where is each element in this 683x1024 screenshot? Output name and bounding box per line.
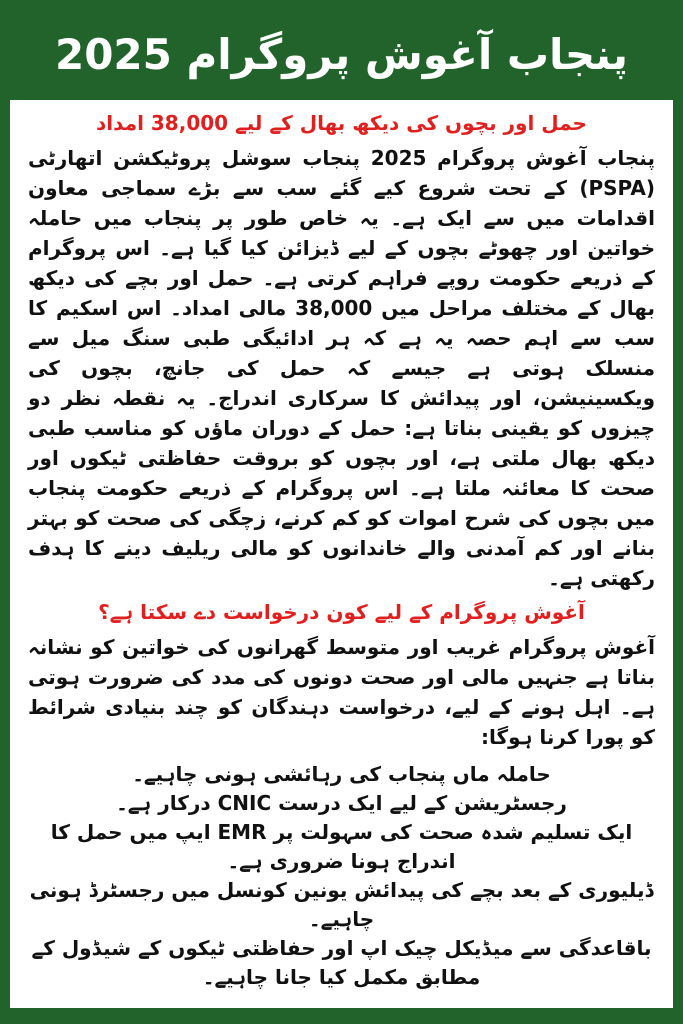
poster-title: پنجاب آغوش پروگرام 2025: [54, 30, 629, 79]
requirement-item-4: ڈیلیوری کے بعد بچے کی پیدائش یونین کونسل میں رجسٹرڈ ہونی چاہیے۔: [29, 878, 654, 931]
requirement-item-1: حاملہ ماں پنجاب کی رہائشی ہونی چاہیے۔: [132, 762, 551, 786]
section-1-paragraph: پنجاب آغوش پروگرام 2025 پنجاب سوشل پروٹیکشن اتھارٹی (PSPA) کے تحت شروع کیے گئے سب سے بڑے سماجی معاون اقدامات میں سے ایک ہے۔ یہ خاص طور پر پنجاب میں حاملہ خواتین اور چھوٹے بچوں کے لیے ڈیزائن کیا گیا ہے۔ اس پروگرام کے ذریعے حکومت روپے فراہم کرتی ہے۔ حمل اور بچے کی دیکھ بھال کے مختلف مراحل میں 38,000 مالی امداد۔ اس اسکیم کا سب سے اہم حصہ یہ ہے کہ ہر ادائیگی طبی سنگ میل سے منسلک ہوتی ہے جیسے کہ حمل کی جانچ، بچوں کی ویکسینیشن، اور پیدائش کا سرکاری اندراج۔ یہ نقطہ نظر دو چیزوں کو یقینی بناتا ہے: حمل کے دوران ماؤں کو مناسب طبی دیکھ بھال ملتی ہے، اور بچوں کو بروقت حفاظتی ٹیکوں اور صحت کا معائنہ ملتا ہے۔ اس پروگرام کے ذریعے حکومت پنجاب میں بچوں کی شرح اموات کو کم کرنے، زچگی کی صحت کو بہتر بنانے اور کم آمدنی والے خاندانوں کو مالی ریلیف دینے کا ہدف رکھتی ہے۔: [28, 146, 655, 590]
section-2-paragraph: آغوش پروگرام غریب اور متوسط گھرانوں کی خواتین کو نشانہ بناتا ہے جنہیں مالی اور صحت دونوں کی مدد کی ضرورت ہوتی ہے۔ اہل ہونے کے لیے، درخواست دہندگان کو چند بنیادی شرائط کو پورا کرنا ہوگا:: [28, 635, 655, 749]
content-panel: [10, 100, 673, 1008]
article: [28, 112, 655, 992]
section-1-heading: حمل اور بچوں کی دیکھ بھال کے لیے 38,000 امداد: [96, 111, 587, 135]
requirement-item-3: ایک تسلیم شدہ صحت کی سہولت پر EMR ایپ میں حمل کا اندراج ہونا ضروری ہے۔: [50, 820, 633, 873]
requirement-item-2: رجسٹریشن کے لیے ایک درست CNIC درکار ہے۔: [116, 791, 567, 815]
requirement-item-5: باقاعدگی سے میڈیکل چیک اپ اور حفاظتی ٹیکوں کے شیڈول کے مطابق مکمل کیا جانا چاہیے۔: [31, 936, 652, 989]
requirements-list: [28, 760, 655, 992]
section-2-heading: آغوش پروگرام کے لیے کون درخواست دے سکتا ہے؟: [98, 600, 585, 624]
